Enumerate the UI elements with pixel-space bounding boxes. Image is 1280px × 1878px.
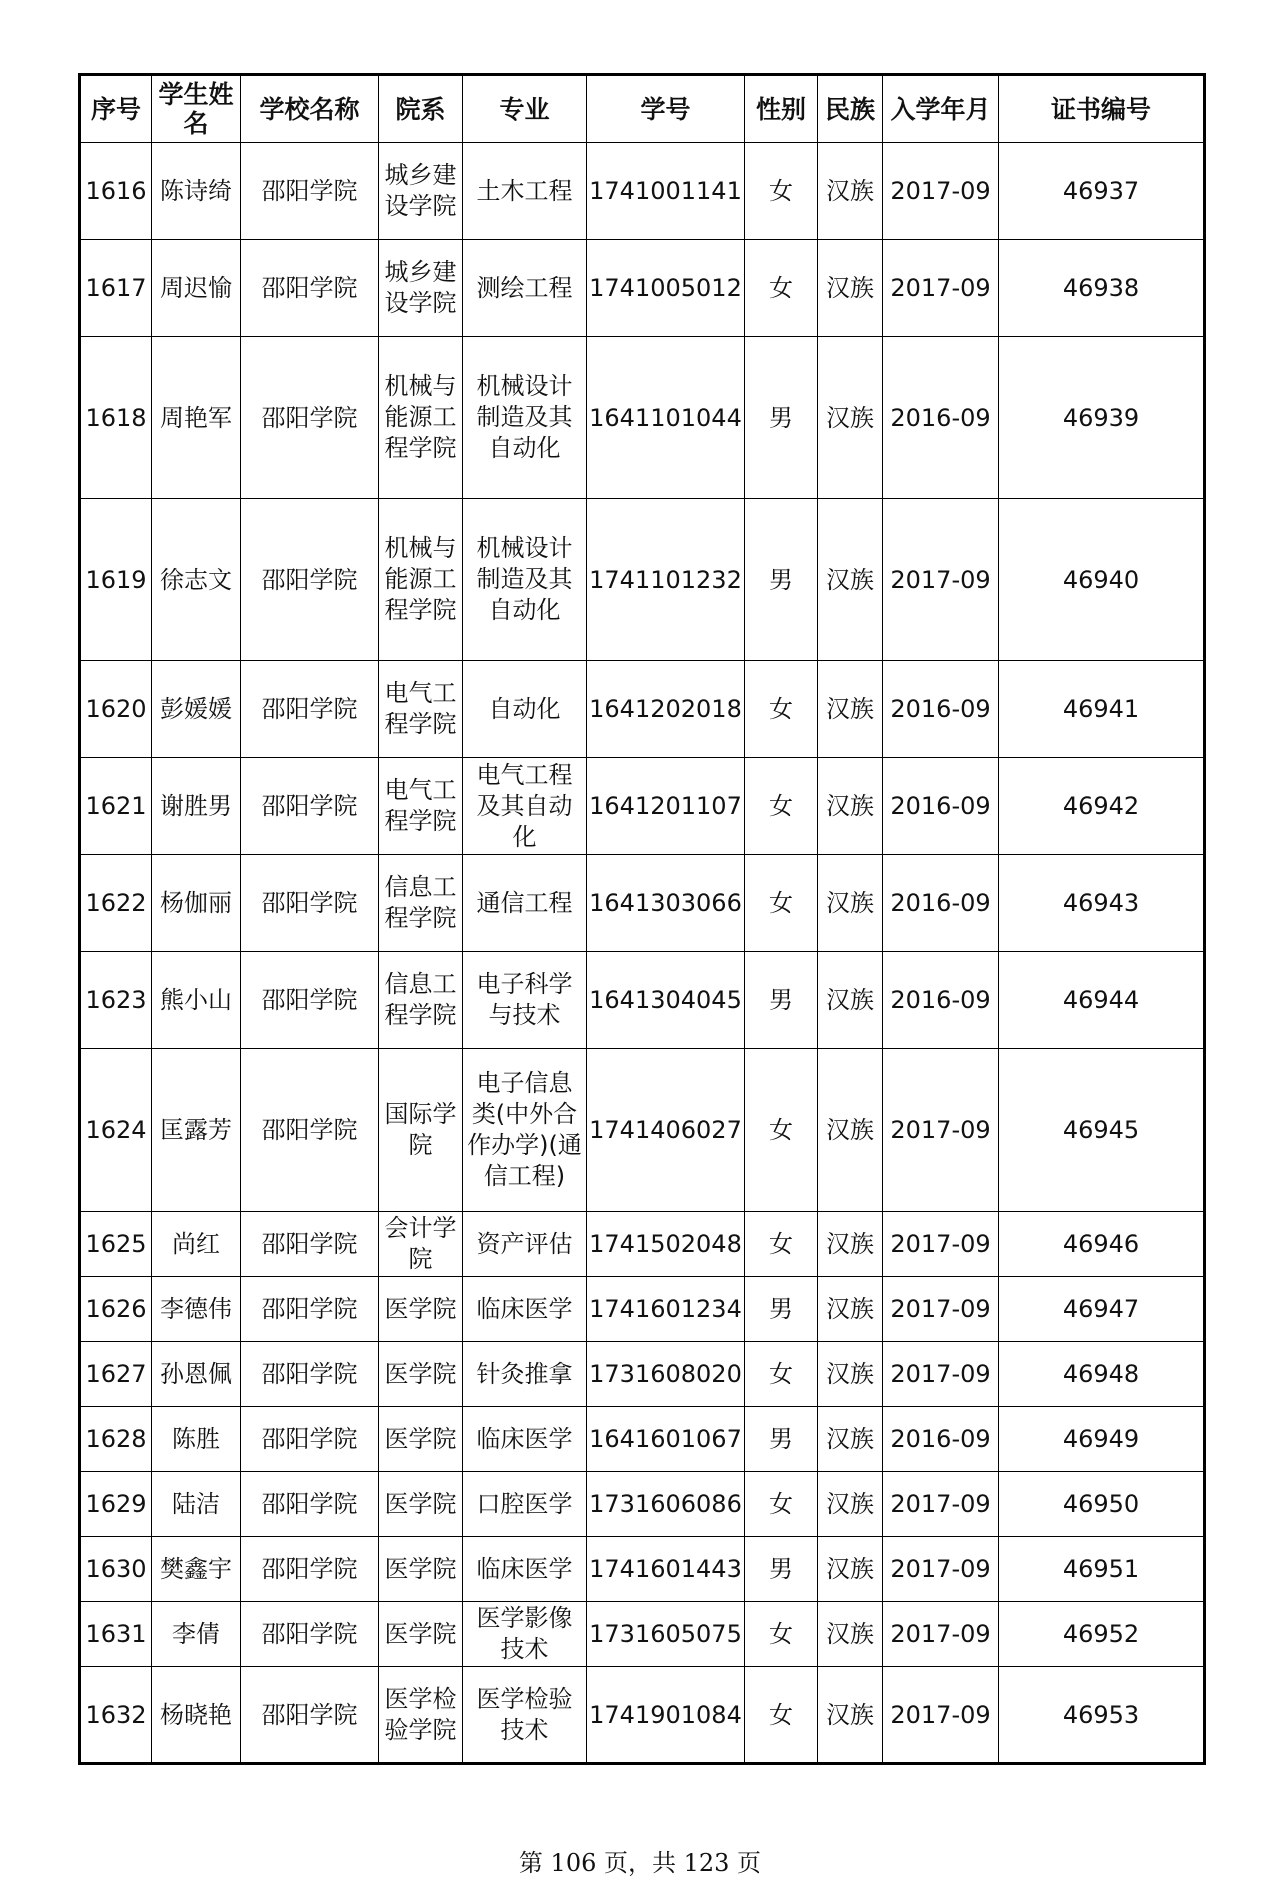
cell-certificate-no: 46938 — [999, 240, 1205, 337]
cell-major: 机械设计制造及其自动化 — [463, 337, 587, 499]
header-seq: 序号 — [80, 75, 152, 143]
cell-seq: 1626 — [80, 1277, 152, 1342]
cell-school-name: 邵阳学院 — [241, 1667, 379, 1764]
cell-major: 机械设计制造及其自动化 — [463, 499, 587, 661]
cell-student-name: 彭媛媛 — [152, 661, 241, 758]
cell-seq: 1628 — [80, 1407, 152, 1472]
cell-student-name: 陈胜 — [152, 1407, 241, 1472]
cell-student-name: 樊鑫宇 — [152, 1537, 241, 1602]
cell-student-id: 1641303066 — [587, 855, 745, 952]
cell-student-id: 1741005012 — [587, 240, 745, 337]
cell-gender: 女 — [745, 1212, 818, 1277]
header-student-name: 学生姓名 — [152, 75, 241, 143]
table-row — [80, 1472, 1205, 1537]
cell-gender: 男 — [745, 1537, 818, 1602]
cell-certificate-no: 46948 — [999, 1342, 1205, 1407]
cell-enrollment-date: 2017-09 — [883, 1537, 999, 1602]
cell-certificate-no: 46945 — [999, 1049, 1205, 1212]
cell-school-name: 邵阳学院 — [241, 1212, 379, 1277]
cell-department: 国际学院 — [379, 1049, 463, 1212]
cell-ethnicity: 汉族 — [818, 661, 883, 758]
table-row — [80, 1342, 1205, 1407]
cell-certificate-no: 46949 — [999, 1407, 1205, 1472]
cell-department: 机械与能源工程学院 — [379, 499, 463, 661]
cell-school-name: 邵阳学院 — [241, 758, 379, 855]
page-footer: 第 106 页，共 123 页 — [518, 1849, 762, 1877]
cell-ethnicity: 汉族 — [818, 240, 883, 337]
cell-department: 医学院 — [379, 1602, 463, 1667]
table-row — [80, 1602, 1205, 1667]
cell-department: 会计学院 — [379, 1212, 463, 1277]
cell-certificate-no: 46942 — [999, 758, 1205, 855]
cell-enrollment-date: 2016-09 — [883, 337, 999, 499]
cell-certificate-no: 46944 — [999, 952, 1205, 1049]
header-department: 院系 — [379, 75, 463, 143]
cell-student-id: 1741502048 — [587, 1212, 745, 1277]
table-header-row — [80, 75, 1205, 143]
student-certificate-table — [78, 73, 1206, 1765]
cell-student-name: 李德伟 — [152, 1277, 241, 1342]
cell-student-name: 熊小山 — [152, 952, 241, 1049]
cell-ethnicity: 汉族 — [818, 1049, 883, 1212]
cell-enrollment-date: 2016-09 — [883, 1407, 999, 1472]
cell-gender: 女 — [745, 1667, 818, 1764]
table-row — [80, 1277, 1205, 1342]
table-row — [80, 661, 1205, 758]
cell-ethnicity: 汉族 — [818, 855, 883, 952]
header-certificate-no: 证书编号 — [999, 75, 1205, 143]
cell-certificate-no: 46946 — [999, 1212, 1205, 1277]
cell-major: 医学影像技术 — [463, 1602, 587, 1667]
cell-school-name: 邵阳学院 — [241, 143, 379, 240]
cell-seq: 1632 — [80, 1667, 152, 1764]
header-gender: 性别 — [745, 75, 818, 143]
cell-school-name: 邵阳学院 — [241, 1277, 379, 1342]
table-row — [80, 499, 1205, 661]
cell-enrollment-date: 2017-09 — [883, 1212, 999, 1277]
cell-enrollment-date: 2016-09 — [883, 758, 999, 855]
cell-department: 医学院 — [379, 1537, 463, 1602]
cell-student-name: 杨晓艳 — [152, 1667, 241, 1764]
cell-seq: 1620 — [80, 661, 152, 758]
header-ethnicity: 民族 — [818, 75, 883, 143]
cell-seq: 1619 — [80, 499, 152, 661]
cell-seq: 1618 — [80, 337, 152, 499]
cell-school-name: 邵阳学院 — [241, 1407, 379, 1472]
header-enrollment-date: 入学年月 — [883, 75, 999, 143]
cell-certificate-no: 46939 — [999, 337, 1205, 499]
cell-ethnicity: 汉族 — [818, 1212, 883, 1277]
table-row — [80, 1049, 1205, 1212]
cell-ethnicity: 汉族 — [818, 499, 883, 661]
cell-student-id: 1741101232 — [587, 499, 745, 661]
cell-certificate-no: 46951 — [999, 1537, 1205, 1602]
cell-gender: 女 — [745, 661, 818, 758]
cell-ethnicity: 汉族 — [818, 1667, 883, 1764]
cell-department: 信息工程学院 — [379, 952, 463, 1049]
cell-student-name: 周迟愉 — [152, 240, 241, 337]
cell-major: 医学检验技术 — [463, 1667, 587, 1764]
cell-student-id: 1741601443 — [587, 1537, 745, 1602]
cell-major: 口腔医学 — [463, 1472, 587, 1537]
cell-ethnicity: 汉族 — [818, 952, 883, 1049]
cell-gender: 女 — [745, 758, 818, 855]
cell-ethnicity: 汉族 — [818, 1602, 883, 1667]
cell-student-id: 1641101044 — [587, 337, 745, 499]
cell-major: 电子科学与技术 — [463, 952, 587, 1049]
cell-seq: 1631 — [80, 1602, 152, 1667]
cell-school-name: 邵阳学院 — [241, 1342, 379, 1407]
cell-school-name: 邵阳学院 — [241, 661, 379, 758]
cell-major: 电气工程及其自动化 — [463, 758, 587, 855]
cell-student-name: 徐志文 — [152, 499, 241, 661]
cell-student-name: 周艳军 — [152, 337, 241, 499]
cell-certificate-no: 46941 — [999, 661, 1205, 758]
cell-enrollment-date: 2017-09 — [883, 1277, 999, 1342]
cell-enrollment-date: 2017-09 — [883, 1472, 999, 1537]
cell-gender: 男 — [745, 952, 818, 1049]
cell-enrollment-date: 2016-09 — [883, 855, 999, 952]
cell-student-id: 1741601234 — [587, 1277, 745, 1342]
cell-department: 电气工程学院 — [379, 661, 463, 758]
cell-enrollment-date: 2017-09 — [883, 1342, 999, 1407]
cell-student-id: 1741001141 — [587, 143, 745, 240]
table-row — [80, 1407, 1205, 1472]
cell-seq: 1617 — [80, 240, 152, 337]
cell-student-name: 匡露芳 — [152, 1049, 241, 1212]
cell-department: 城乡建设学院 — [379, 240, 463, 337]
cell-student-id: 1731608020 — [587, 1342, 745, 1407]
cell-certificate-no: 46950 — [999, 1472, 1205, 1537]
cell-ethnicity: 汉族 — [818, 1407, 883, 1472]
cell-seq: 1627 — [80, 1342, 152, 1407]
cell-certificate-no: 46947 — [999, 1277, 1205, 1342]
cell-seq: 1616 — [80, 143, 152, 240]
cell-school-name: 邵阳学院 — [241, 240, 379, 337]
cell-school-name: 邵阳学院 — [241, 1049, 379, 1212]
cell-gender: 女 — [745, 855, 818, 952]
cell-major: 通信工程 — [463, 855, 587, 952]
cell-enrollment-date: 2017-09 — [883, 499, 999, 661]
table-row — [80, 1667, 1205, 1764]
table-row — [80, 143, 1205, 240]
cell-certificate-no: 46940 — [999, 499, 1205, 661]
cell-student-name: 谢胜男 — [152, 758, 241, 855]
cell-ethnicity: 汉族 — [818, 143, 883, 240]
cell-school-name: 邵阳学院 — [241, 952, 379, 1049]
cell-school-name: 邵阳学院 — [241, 337, 379, 499]
cell-enrollment-date: 2016-09 — [883, 952, 999, 1049]
cell-gender: 女 — [745, 1342, 818, 1407]
cell-student-id: 1741901084 — [587, 1667, 745, 1764]
header-major: 专业 — [463, 75, 587, 143]
table-row — [80, 337, 1205, 499]
cell-major: 资产评估 — [463, 1212, 587, 1277]
cell-enrollment-date: 2017-09 — [883, 240, 999, 337]
cell-seq: 1622 — [80, 855, 152, 952]
table-row — [80, 1212, 1205, 1277]
cell-student-name: 杨伽丽 — [152, 855, 241, 952]
cell-gender: 男 — [745, 1277, 818, 1342]
cell-school-name: 邵阳学院 — [241, 1602, 379, 1667]
cell-gender: 男 — [745, 499, 818, 661]
cell-enrollment-date: 2017-09 — [883, 1667, 999, 1764]
cell-gender: 女 — [745, 1472, 818, 1537]
cell-department: 城乡建设学院 — [379, 143, 463, 240]
cell-major: 自动化 — [463, 661, 587, 758]
cell-student-name: 陆洁 — [152, 1472, 241, 1537]
cell-gender: 女 — [745, 1602, 818, 1667]
cell-gender: 男 — [745, 1407, 818, 1472]
cell-ethnicity: 汉族 — [818, 1277, 883, 1342]
cell-student-id: 1731605075 — [587, 1602, 745, 1667]
cell-major: 临床医学 — [463, 1537, 587, 1602]
cell-seq: 1629 — [80, 1472, 152, 1537]
table-body — [80, 143, 1205, 1764]
table-row — [80, 855, 1205, 952]
cell-seq: 1624 — [80, 1049, 152, 1212]
cell-enrollment-date: 2016-09 — [883, 661, 999, 758]
cell-gender: 男 — [745, 337, 818, 499]
cell-school-name: 邵阳学院 — [241, 855, 379, 952]
cell-enrollment-date: 2017-09 — [883, 143, 999, 240]
cell-student-name: 孙恩佩 — [152, 1342, 241, 1407]
table-row — [80, 952, 1205, 1049]
cell-student-name: 尚红 — [152, 1212, 241, 1277]
cell-student-name: 陈诗绮 — [152, 143, 241, 240]
cell-enrollment-date: 2017-09 — [883, 1049, 999, 1212]
cell-department: 机械与能源工程学院 — [379, 337, 463, 499]
cell-student-name: 李倩 — [152, 1602, 241, 1667]
cell-certificate-no: 46952 — [999, 1602, 1205, 1667]
cell-student-id: 1641202018 — [587, 661, 745, 758]
cell-student-id: 1731606086 — [587, 1472, 745, 1537]
cell-certificate-no: 46953 — [999, 1667, 1205, 1764]
cell-student-id: 1641304045 — [587, 952, 745, 1049]
cell-department: 医学院 — [379, 1342, 463, 1407]
table-row — [80, 758, 1205, 855]
cell-seq: 1621 — [80, 758, 152, 855]
cell-gender: 女 — [745, 143, 818, 240]
cell-student-id: 1641201107 — [587, 758, 745, 855]
header-school-name: 学校名称 — [241, 75, 379, 143]
cell-major: 临床医学 — [463, 1277, 587, 1342]
cell-major: 临床医学 — [463, 1407, 587, 1472]
cell-department: 医学院 — [379, 1407, 463, 1472]
cell-school-name: 邵阳学院 — [241, 1472, 379, 1537]
cell-ethnicity: 汉族 — [818, 337, 883, 499]
cell-ethnicity: 汉族 — [818, 1472, 883, 1537]
cell-department: 医学院 — [379, 1277, 463, 1342]
cell-major: 测绘工程 — [463, 240, 587, 337]
cell-department: 电气工程学院 — [379, 758, 463, 855]
cell-ethnicity: 汉族 — [818, 1537, 883, 1602]
cell-department: 信息工程学院 — [379, 855, 463, 952]
cell-seq: 1630 — [80, 1537, 152, 1602]
cell-seq: 1623 — [80, 952, 152, 1049]
header-student-id: 学号 — [587, 75, 745, 143]
cell-major: 土木工程 — [463, 143, 587, 240]
cell-department: 医学检验学院 — [379, 1667, 463, 1764]
cell-ethnicity: 汉族 — [818, 1342, 883, 1407]
cell-certificate-no: 46943 — [999, 855, 1205, 952]
cell-certificate-no: 46937 — [999, 143, 1205, 240]
cell-major: 针灸推拿 — [463, 1342, 587, 1407]
table-row — [80, 240, 1205, 337]
cell-major: 电子信息类(中外合作办学)(通信工程) — [463, 1049, 587, 1212]
cell-enrollment-date: 2017-09 — [883, 1602, 999, 1667]
table-row — [80, 1537, 1205, 1602]
cell-seq: 1625 — [80, 1212, 152, 1277]
cell-school-name: 邵阳学院 — [241, 499, 379, 661]
cell-school-name: 邵阳学院 — [241, 1537, 379, 1602]
cell-department: 医学院 — [379, 1472, 463, 1537]
cell-gender: 女 — [745, 240, 818, 337]
cell-student-id: 1641601067 — [587, 1407, 745, 1472]
cell-ethnicity: 汉族 — [818, 758, 883, 855]
cell-student-id: 1741406027 — [587, 1049, 745, 1212]
cell-gender: 女 — [745, 1049, 818, 1212]
